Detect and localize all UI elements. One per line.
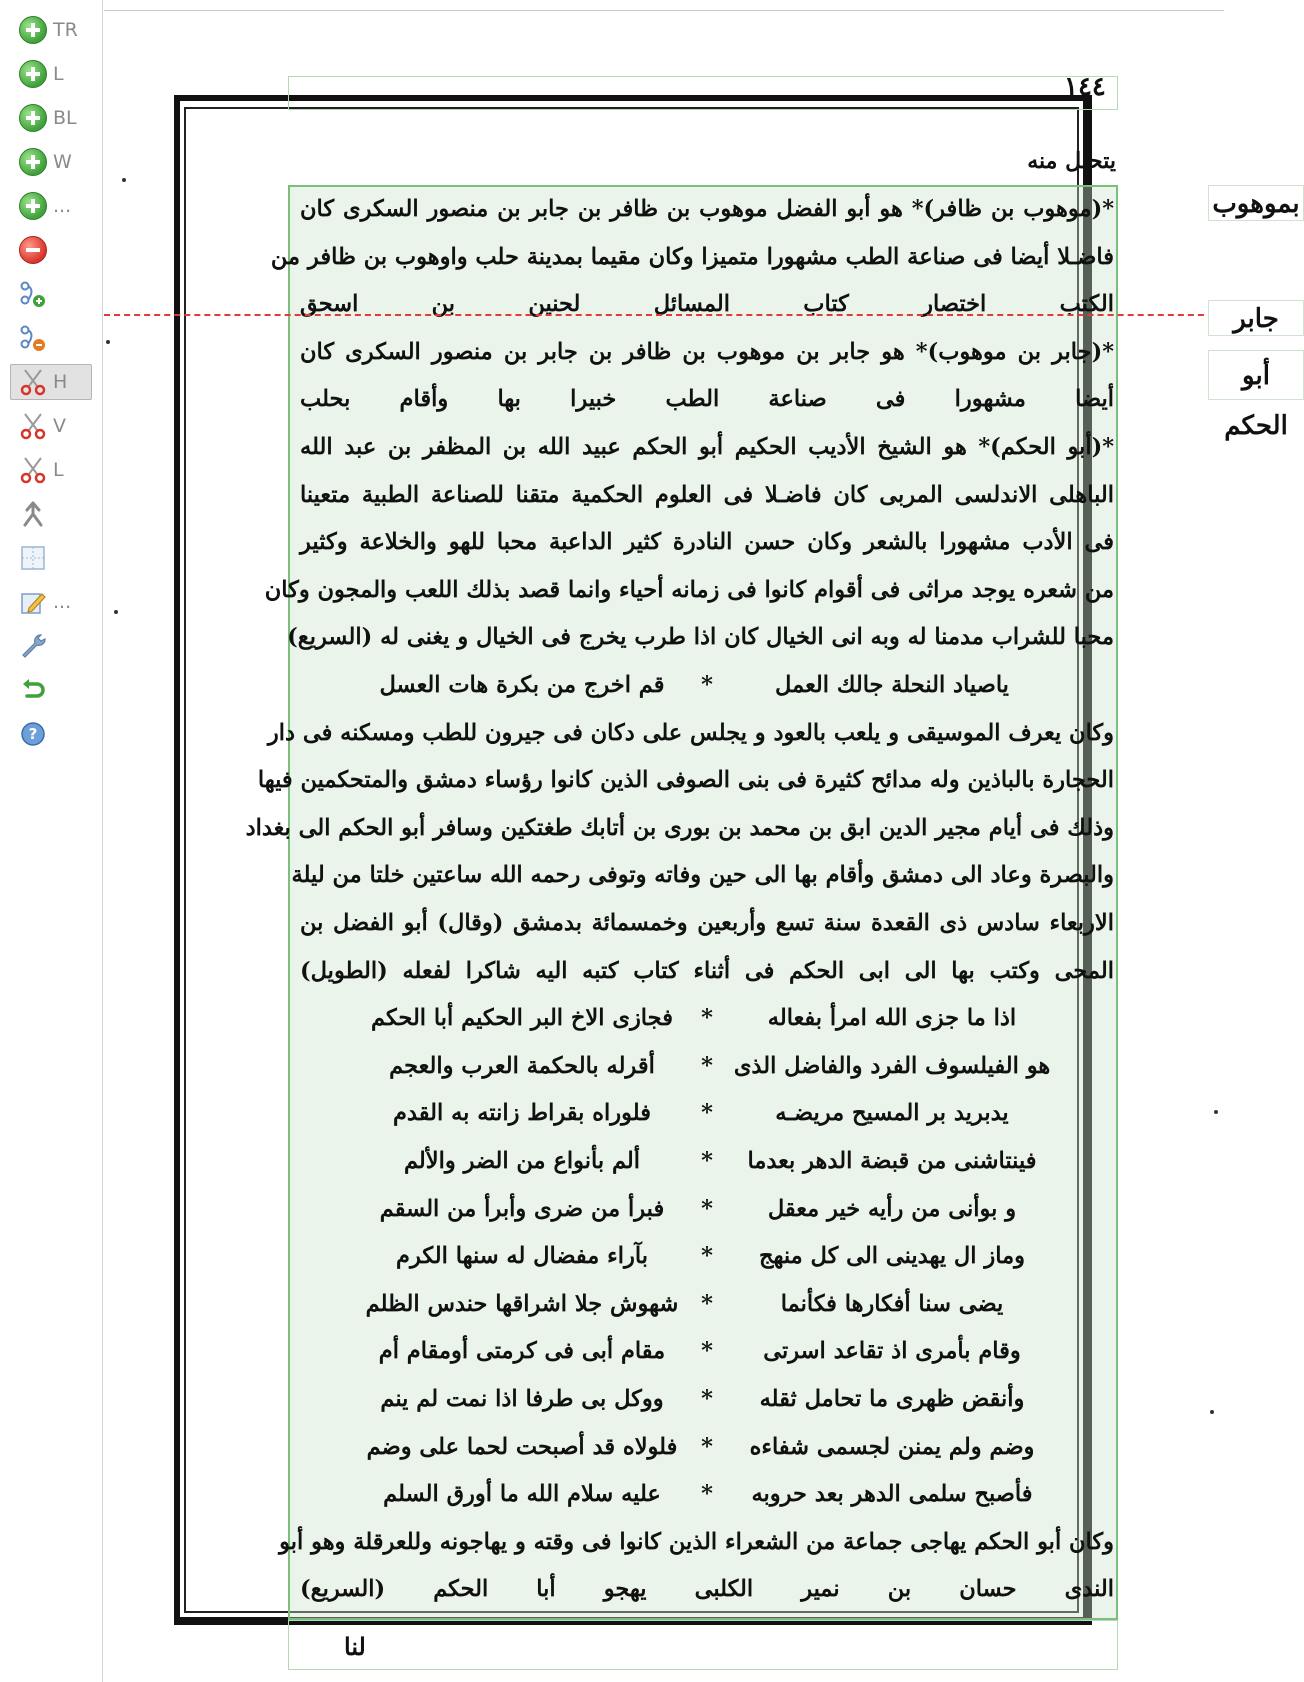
grid-icon (19, 544, 47, 572)
edit-icon (19, 588, 47, 616)
hemistich-second: أقرله بالحكمة العرب والعجم (389, 1052, 655, 1079)
text-line: وكان أبو الحكم يهاجى جماعة من الشعراء الذين كانوا فى وقته و يهاجونه وللعرقلة وهو أبو (279, 1528, 1114, 1555)
hemistich-first: وقام بأمرى اذ تقاعد اسرتى (763, 1338, 1021, 1365)
verse-separator: * (701, 1433, 713, 1460)
tool-button-add-region-BL[interactable] (10, 100, 92, 136)
tool-button-add-region-W[interactable] (10, 144, 92, 180)
verse-line (300, 995, 1114, 1041)
tool-label: TR (53, 19, 78, 41)
hemistich-first: وضم ولم يمنن لجسمى شفاءه (749, 1433, 1035, 1460)
verse-separator: * (701, 1100, 713, 1127)
hemistich-first: يضى سنا أفكارها فكأنما (780, 1290, 1004, 1317)
document-canvas[interactable] (104, 10, 1300, 1682)
verse-line (300, 1186, 1114, 1232)
hemistich-second: بآراء مفضال له سنها الكرم (396, 1243, 648, 1270)
tool-button-scissors-V[interactable] (10, 408, 92, 444)
tool-button-add-node[interactable] (10, 276, 92, 312)
text-line: فاضـلا أيضا فى صناعة الطب مشهورا متميزا وكان مقيما بمدينة حلب واوهوب بن ظافر من (270, 243, 1114, 270)
tool-button-remove-node[interactable] (10, 320, 92, 356)
verse-separator: * (701, 1195, 713, 1222)
tool-label: W (53, 151, 72, 173)
text-line: فى الأدب مشهورا بالشعر وكان حسن النادرة كثير الداعبة محبا للهو والخلاعة وكثير (300, 529, 1114, 556)
tool-label: V (53, 415, 66, 437)
verse-line (300, 1281, 1114, 1327)
scan-speck (122, 178, 126, 182)
running-header: يتحلل منه (1027, 148, 1116, 174)
tool-button-scissors-L[interactable] (10, 452, 92, 488)
tool-button-add-region-TR[interactable] (10, 12, 92, 48)
tool-label: L (53, 63, 64, 85)
tool-palette (0, 0, 103, 1682)
tool-button-delete[interactable] (10, 232, 92, 268)
delete-icon (19, 236, 47, 264)
hemistich-second: ووكل بى طرفا اذا نمت لم ينم (380, 1386, 664, 1412)
tool-button-undo[interactable] (10, 672, 92, 708)
tool-button-add-region-moremoremore[interactable] (10, 188, 92, 224)
verse-line (300, 1090, 1114, 1136)
undo-icon (19, 676, 47, 704)
catchword: لنا (344, 1632, 366, 1661)
margin-note-jabir[interactable]: جابر (1208, 300, 1304, 336)
hemistich-second: فبرأ من ضرى وأبرأ من السقم (379, 1195, 665, 1222)
text-line: وكان يعرف الموسيقى و يلعب بالعود و يجلس على دكان فى جيرون للطب ومسكنه فى دار (267, 719, 1114, 746)
text-line: من شعره يوجد مراثى فى أقوام كانوا فى زمانه أحياء وانما قصد بذلك اللعب والمجون وكان (264, 576, 1114, 603)
verse-line (300, 1471, 1114, 1517)
verse-line (300, 1376, 1114, 1422)
add-node-icon (19, 280, 47, 308)
verse-separator: * (701, 672, 713, 698)
verse-line (300, 662, 1114, 708)
text-line: الاربعاء سادس ذى القعدة سنة تسع وأربعين وخمسمائة بدمشق (وقال) أبو الفضل بن (300, 910, 1114, 936)
tool-button-grid[interactable] (10, 540, 92, 576)
hemistich-first: اذا ما جزى الله امرأ بفعاله (767, 1005, 1017, 1032)
tool-button-edit-moremoremore[interactable] (10, 584, 92, 620)
hemistich-second: ألم بأنواع من الضر والألم (403, 1148, 641, 1174)
add-region-icon (19, 16, 47, 44)
hemistich-first: و بوأنى من رأيه خير معقل (767, 1195, 1017, 1222)
text-line: الحجارة بالباذين وله مدائح كثيرة فى بنى الصوفى الذين كانوا رؤساء دمشق والمتحكمين فيها (257, 767, 1114, 794)
add-region-icon (19, 192, 47, 220)
verse-separator: * (701, 1005, 713, 1032)
add-region-icon (19, 148, 47, 176)
hemistich-second: مقام أبى فى كرمتى أومقام أم (378, 1338, 666, 1365)
verse-separator: * (701, 1148, 713, 1174)
text-line: *(أبو الحكم)* هو الشيخ الأديب الحكيم أبو الحكم عبيد الله بن المظفر بن عبد الله (300, 434, 1114, 460)
help-icon (19, 720, 47, 748)
scan-speck (1210, 1410, 1214, 1414)
wrench-icon (19, 632, 47, 660)
hemistich-first: وأنقض ظهرى ما تحامل ثقله (759, 1386, 1025, 1412)
verse-line (300, 1138, 1114, 1184)
hemistich-second: فلوراه بقراط زانته به القدم (393, 1100, 651, 1127)
tool-button-add-region-L[interactable] (10, 56, 92, 92)
scissors-icon (19, 456, 47, 484)
scissors-icon (19, 368, 47, 396)
tool-label: ... (53, 195, 72, 217)
verse-line (300, 1424, 1114, 1470)
scissors-icon (19, 412, 47, 440)
scan-speck (1214, 1110, 1218, 1114)
hemistich-second: فلولاه قد أصبحت لحما على وضم (366, 1433, 678, 1460)
verse-separator: * (701, 1290, 713, 1317)
baseline-guide[interactable] (104, 314, 1224, 316)
tool-label: BL (53, 107, 77, 129)
footer-region[interactable] (288, 1620, 1118, 1670)
verse-line (300, 1043, 1114, 1089)
text-line: وذلك فى أيام مجير الدين ابق بن محمد بن بورى بن أتابك طغتكين وسافر أبو الحكم الى بغداد (245, 814, 1114, 841)
page-number: ١٤٤ (1064, 72, 1106, 102)
header-region[interactable] (288, 76, 1118, 110)
scan-speck (106, 340, 110, 344)
verse-separator: * (701, 1338, 713, 1365)
text-line: الباهلى الاندلسى المربى كان فاضـلا فى العلوم الحكمية متقنا للصناعة الطبية متعينا (300, 481, 1114, 508)
text-line: المحى وكتب بها الى ابى الحكم فى أثناء كتاب كتبه اليه شاكرا لفعله (الطويل) (300, 957, 1114, 984)
text-line: الندى حسان بن نمير الكلبى يهجو أبا الحكم (السريع) (300, 1576, 1114, 1603)
hemistich-first: فأصبح سلمى الدهر بعد حروبه (751, 1481, 1033, 1508)
verse-line (300, 1233, 1114, 1279)
hemistich-first: يدبريد بر المسيح مريضـه (775, 1100, 1009, 1127)
hemistich-second: شهوش جلا اشراقها حندس الظلم (365, 1290, 679, 1317)
text-line: *(موهوب بن ظافر)* هو أبو الفضل موهوب بن ظافر بن جابر بن منصور السكرى كان (300, 196, 1114, 222)
margin-note-mawhub[interactable]: بموهوب (1208, 185, 1304, 221)
text-line: والبصرة وعاد الى دمشق وأقام بها الى حين وفاته وتوفى رحمه الله ساعتين خلتا من ليلة (291, 862, 1114, 889)
tool-label: L (53, 459, 64, 481)
svg-text:?: ? (28, 725, 38, 743)
hemistich-second: قم اخرج من بكرة هات العسل (379, 672, 665, 698)
verse-separator: * (701, 1481, 713, 1508)
hemistich-first: هو الفيلسوف الفرد والفاضل الذى (733, 1052, 1051, 1079)
hemistich-first: وماز ال يهدينى الى كل منهج (758, 1243, 1025, 1270)
hemistich-second: عليه سلام الله ما أورق السلم (383, 1481, 661, 1508)
verse-line (300, 1328, 1114, 1374)
hemistich-second: فجازى الاخ البر الحكيم أبا الحكم (371, 1005, 673, 1032)
text-line: أيضا مشهورا فى صناعة الطب خبيرا بها وأقام بحلب (300, 386, 1114, 413)
tool-label: ... (53, 591, 72, 613)
margin-note-abul-hakam[interactable]: أبو الحكم (1208, 350, 1304, 400)
scan-speck (114, 610, 118, 614)
merge-icon (19, 500, 47, 528)
tool-button-wrench[interactable] (10, 628, 92, 664)
hemistich-first: فينتاشنى من قبضة الدهر بعدما (747, 1148, 1037, 1174)
text-lines (245, 186, 1114, 1616)
verse-separator: * (701, 1386, 713, 1412)
tool-button-scissors-H[interactable] (10, 364, 92, 400)
tool-button-merge[interactable] (10, 496, 92, 532)
tool-label: H (53, 371, 68, 393)
text-line: محبا للشراب مدمنا له وبه انى الخيال كان اذا طرب يخرج فى الخيال و يغنى له (السريع) (287, 624, 1114, 651)
hemistich-first: ياصياد النحلة جالك العمل (775, 672, 1009, 698)
tool-button-help[interactable] (10, 716, 92, 752)
text-line: *(جابر بن موهوب)* هو جابر بن موهوب بن ظافر بن جابر بن منصور السكرى كان (300, 338, 1114, 365)
verse-separator: * (701, 1052, 713, 1079)
add-region-icon (19, 104, 47, 132)
add-region-icon (19, 60, 47, 88)
verse-separator: * (701, 1243, 713, 1270)
text-line: الكتب اختصار كتاب المسائل لحنين بن اسحق (300, 291, 1114, 318)
remove-node-icon (19, 324, 47, 352)
